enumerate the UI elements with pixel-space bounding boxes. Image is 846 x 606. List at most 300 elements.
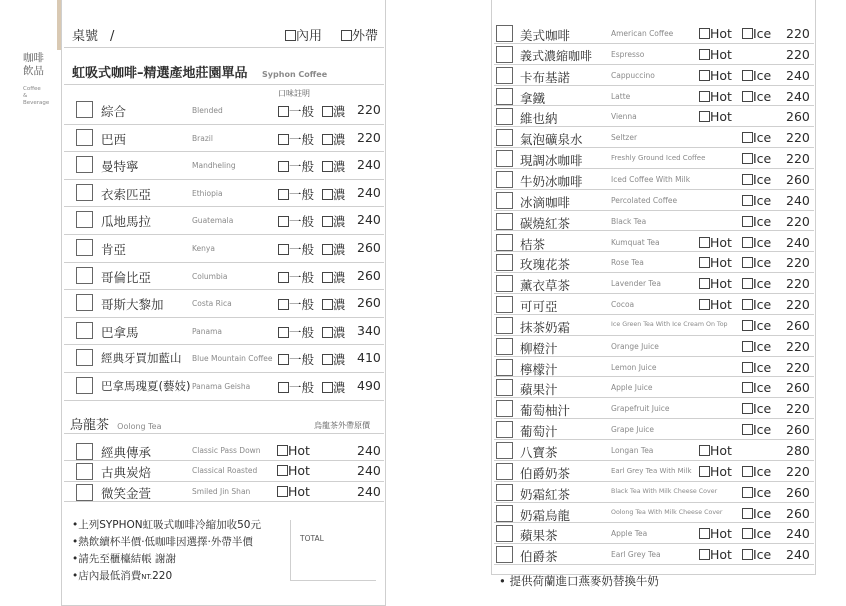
drink-item-checkbox[interactable] [496,25,513,42]
drink-item-en: Latte [611,91,631,101]
drink-hot-label: Hot [710,234,732,250]
drink-ice-checkbox[interactable] [742,257,753,268]
syphon-normal-checkbox-option[interactable] [278,212,314,230]
notes-block [72,517,261,586]
side-category-en [23,86,49,107]
drink-item-checkbox[interactable] [496,67,513,84]
oolong-item-price: 240 [357,483,381,499]
drink-item-name: 奶霜紅茶 [520,486,571,502]
syphon-item-name: 曼特寧 [101,159,139,175]
drink-item-price: 260 [786,484,810,500]
drink-item-price: 220 [786,297,810,313]
oolong-item-price: 240 [357,463,381,479]
drink-ice-checkbox[interactable] [742,508,753,519]
syphon-normal-checkbox[interactable] [278,161,289,172]
syphon-item-checkbox[interactable] [76,322,93,339]
syphon-strong-checkbox[interactable] [322,134,333,145]
drink-item-price: 220 [786,130,810,146]
syphon-strong-checkbox-option[interactable] [322,323,346,341]
syphon-strong-checkbox[interactable] [322,106,333,117]
drink-item-price: 280 [786,443,810,458]
oolong-item-checkbox[interactable] [76,443,93,460]
drink-ice-checkbox[interactable] [742,28,753,39]
syphon-item-en: Panama Geisha [192,382,251,391]
syphon-title-divider [64,84,384,85]
syphon-item-checkbox[interactable] [76,211,93,228]
drink-item-en: American Coffee [611,29,674,38]
drink-item-en: Freshly Ground Iced Coffee [611,154,706,163]
drink-item-en: Orange Juice [611,341,659,351]
side-category-en-line: Coffee [23,86,41,92]
drink-item-name: 冰滴咖啡 [520,194,571,210]
drink-hot-checkbox[interactable] [699,257,710,268]
side-category-en-line: Beverage [23,100,50,106]
drink-item-checkbox[interactable] [496,338,513,355]
syphon-strong-checkbox[interactable] [322,216,333,227]
syphon-strong-checkbox-option[interactable] [322,212,346,230]
syphon-item-checkbox[interactable] [76,349,93,366]
drink-ice-checkbox-option[interactable] [742,422,771,437]
drink-item-en: Oolong Tea With Milk Cheese Cover [611,508,723,516]
syphon-item-price: 340 [357,322,381,338]
side-category-en-line: & [23,93,28,99]
note-line [72,568,261,586]
drink-item-name: 抹茶奶霜 [520,319,571,335]
syphon-strong-checkbox-option[interactable] [322,102,346,120]
syphon-item-price: 240 [357,212,381,228]
drink-item-price: 260 [786,317,810,333]
syphon-item-en: Kenya [192,244,215,253]
drink-hot-checkbox[interactable] [699,237,710,248]
drink-ice-checkbox-option[interactable] [742,464,771,479]
drink-item-checkbox[interactable] [496,46,513,63]
drink-item-en: Ice Green Tea With Ice Cream On Top [611,320,728,328]
drink-hot-checkbox[interactable] [699,549,710,560]
drink-hot-checkbox[interactable] [699,91,710,102]
drink-hot-checkbox[interactable] [699,49,710,60]
drink-hot-checkbox[interactable] [699,278,710,289]
note-min-spend: •店內最低消費 [72,570,142,582]
syphon-strong-checkbox[interactable] [322,244,333,255]
syphon-strong-checkbox-option[interactable] [322,240,346,258]
drink-ice-checkbox[interactable] [742,424,753,435]
drink-hot-label: Hot [710,276,732,292]
oolong-hot-checkbox-option[interactable] [277,443,310,458]
drink-item-en: Black Tea With Milk Cheese Cover [611,487,718,495]
drink-hot-checkbox-option[interactable] [699,526,732,541]
oolong-title-en: Oolong Tea [117,422,162,431]
syphon-strong-checkbox-option[interactable] [322,157,346,175]
syphon-item-checkbox[interactable] [76,156,93,173]
drink-item-checkbox[interactable] [496,442,513,459]
drink-item-name: 桔茶 [520,236,546,252]
drink-hot-label: Hot [710,297,732,313]
drink-ice-label: Ice [753,276,772,292]
drink-item-price: 220 [786,359,810,375]
drink-ice-checkbox-option[interactable] [742,89,771,104]
drink-item-checkbox[interactable] [496,379,513,396]
drink-item-checkbox[interactable] [496,505,513,522]
syphon-item-name: 巴西 [101,131,127,147]
drink-ice-checkbox[interactable] [742,195,753,206]
drink-hot-checkbox[interactable] [699,111,710,122]
drink-item-checkbox[interactable] [496,400,513,417]
syphon-normal-label: 一般 [289,242,315,257]
drink-ice-checkbox-option[interactable] [742,130,771,145]
drink-hot-checkbox[interactable] [699,466,710,477]
table-number-label: 桌號 [72,29,99,44]
drink-item-name: 薰衣草茶 [520,278,571,294]
syphon-normal-checkbox[interactable] [278,244,289,255]
syphon-strong-checkbox[interactable] [322,272,333,283]
syphon-item-name: 巴拿馬 [101,324,139,340]
drink-ice-checkbox-option[interactable] [742,255,771,270]
drink-item-checkbox[interactable] [496,254,513,271]
drink-item-en: Earl Grey Tea [611,550,661,560]
syphon-strong-checkbox-option[interactable] [322,378,346,396]
drink-ice-checkbox-option[interactable] [742,172,771,187]
dine-in-option[interactable] [285,25,322,44]
syphon-strong-label: 濃 [333,214,346,230]
syphon-item-checkbox[interactable] [76,377,93,394]
syphon-section-title [72,62,327,81]
syphon-item-price: 240 [357,184,381,200]
drink-ice-checkbox[interactable] [742,216,753,227]
drink-item-name: 美式咖啡 [520,28,571,43]
drink-ice-label: Ice [753,67,772,83]
drink-item-price: 240 [786,547,810,563]
drink-item-price: 220 [786,213,810,229]
drink-hot-checkbox-option[interactable] [699,464,732,479]
syphon-strong-label: 濃 [333,104,346,119]
takeout-option[interactable] [341,25,378,44]
syphon-item-en: Ethiopia [192,188,223,198]
drink-ice-checkbox[interactable] [742,278,753,289]
drink-hot-label: Hot [710,109,732,125]
drink-item-en: Seltzer [611,133,638,143]
drink-ice-label: Ice [753,151,772,167]
drink-hot-checkbox[interactable] [699,299,710,310]
syphon-strong-checkbox-option[interactable] [322,185,346,203]
drink-ice-checkbox[interactable] [742,91,753,102]
drink-ice-checkbox-option[interactable] [742,151,771,166]
drink-hot-checkbox-option[interactable] [699,235,732,250]
drink-item-price: 260 [786,380,810,396]
syphon-item-checkbox[interactable] [76,239,93,256]
drink-ice-checkbox-option[interactable] [742,318,771,333]
syphon-strong-label: 濃 [333,380,346,395]
syphon-strong-checkbox[interactable] [322,189,333,200]
table-number-slash: / [110,29,115,44]
syphon-strong-checkbox-option[interactable] [322,130,346,148]
takeout-checkbox[interactable] [341,30,352,41]
oolong-title-zh: 烏龍茶 [70,418,110,433]
syphon-normal-checkbox-option[interactable] [278,102,314,120]
dine-in-checkbox[interactable] [285,30,296,41]
syphon-strong-checkbox[interactable] [322,354,333,365]
syphon-normal-checkbox[interactable] [278,106,289,117]
drink-item-checkbox[interactable] [496,234,513,251]
drink-ice-checkbox-option[interactable] [742,297,771,312]
drink-item-checkbox[interactable] [496,525,513,542]
syphon-normal-checkbox[interactable] [278,216,289,227]
drink-item-price: 240 [786,234,810,250]
oolong-item-name: 古典炭焙 [101,465,152,481]
drink-item-en: Apple Juice [611,383,653,393]
drink-ice-label: Ice [753,192,772,208]
oolong-hot-checkbox-option[interactable] [277,484,310,499]
drink-hot-label: Hot [710,463,732,479]
drink-ice-checkbox[interactable] [742,362,753,373]
syphon-strong-checkbox[interactable] [322,161,333,172]
syphon-strong-label: 濃 [333,324,346,340]
drink-hot-checkbox-option[interactable] [699,26,732,41]
syphon-normal-label: 一般 [289,297,315,313]
syphon-normal-label: 一般 [289,324,315,340]
drink-ice-checkbox[interactable] [742,466,753,477]
drink-item-price: 240 [786,67,810,83]
drink-ice-checkbox[interactable] [742,487,753,498]
syphon-strong-label: 濃 [333,352,346,368]
drink-item-checkbox[interactable] [496,484,513,501]
syphon-item-price: 410 [357,350,381,366]
syphon-item-price: 220 [357,102,381,117]
syphon-strong-checkbox[interactable] [322,299,333,310]
drink-item-checkbox[interactable] [496,546,513,563]
oolong-item-checkbox[interactable] [76,484,93,501]
drink-hot-checkbox-option[interactable] [699,443,732,458]
drink-ice-checkbox[interactable] [742,153,753,164]
syphon-normal-checkbox[interactable] [278,382,289,393]
syphon-strong-checkbox-option[interactable] [322,268,346,286]
drink-item-checkbox[interactable] [496,129,513,146]
note-line: •上列SYPHON虹吸式咖啡冷縮加收50元 [72,519,261,531]
syphon-normal-checkbox[interactable] [278,189,289,200]
drink-ice-checkbox[interactable] [742,341,753,352]
drink-item-checkbox[interactable] [496,88,513,105]
syphon-item-checkbox[interactable] [76,184,93,201]
drink-ice-checkbox-option[interactable] [742,235,771,250]
syphon-normal-checkbox-option[interactable] [278,240,314,258]
drink-item-checkbox[interactable] [496,317,513,334]
syphon-normal-checkbox-option[interactable] [278,295,314,313]
drink-ice-label: Ice [753,317,772,333]
drink-item-price: 240 [786,192,810,208]
syphon-strong-checkbox[interactable] [322,327,333,338]
oolong-hot-checkbox[interactable] [277,445,288,456]
drink-ice-checkbox[interactable] [742,237,753,248]
drink-ice-checkbox-option[interactable] [742,526,771,541]
syphon-normal-label: 一般 [289,159,315,175]
drink-ice-checkbox-option[interactable] [742,26,771,41]
syphon-normal-checkbox[interactable] [278,299,289,310]
drink-hot-label: Hot [710,88,732,104]
drink-ice-checkbox-option[interactable] [742,401,771,416]
side-category-zh [23,52,44,78]
drink-ice-checkbox-option[interactable] [742,339,771,354]
oolong-section-title [70,414,162,433]
drink-item-checkbox[interactable] [496,463,513,480]
drink-item-name: 蘋果茶 [520,528,558,544]
drink-item-price: 220 [786,46,810,62]
drink-ice-checkbox[interactable] [742,174,753,185]
syphon-normal-checkbox-option[interactable] [278,185,314,203]
drink-hot-checkbox-option[interactable] [699,255,732,270]
total-label: TOTAL [300,534,324,543]
drink-item-name: 可可亞 [520,299,558,315]
drink-ice-checkbox-option[interactable] [742,506,771,521]
drink-item-en: Longan Tea [611,446,654,455]
drink-item-price: 220 [786,255,810,271]
drink-ice-checkbox-option[interactable] [742,68,771,83]
syphon-item-price: 240 [357,157,381,173]
drink-ice-checkbox[interactable] [742,132,753,143]
oolong-hot-label: Hot [288,443,310,458]
syphon-item-checkbox[interactable] [76,101,93,118]
drink-ice-checkbox-option[interactable] [742,547,771,562]
syphon-normal-checkbox-option[interactable] [278,350,314,368]
drink-ice-checkbox[interactable] [742,403,753,414]
drink-hot-checkbox-option[interactable] [699,89,732,104]
drink-item-en: Iced Coffee With Milk [611,174,691,184]
drink-item-checkbox[interactable] [496,275,513,292]
syphon-item-name: 肯亞 [101,242,127,257]
drink-hot-checkbox-option[interactable] [699,109,732,124]
drink-ice-checkbox-option[interactable] [742,276,771,291]
drink-hot-checkbox-option[interactable] [699,276,732,291]
syphon-item-name: 巴拿馬瑰夏(藝妓) [101,379,191,393]
drink-item-en: Grape Juice [611,425,655,435]
min-spend-value: 220 [152,570,173,582]
drink-item-checkbox[interactable] [496,359,513,376]
drink-item-checkbox[interactable] [496,421,513,438]
drink-ice-checkbox-option[interactable] [742,193,771,208]
drink-ice-checkbox-option[interactable] [742,380,771,395]
syphon-strong-label: 濃 [333,269,346,285]
drink-ice-checkbox[interactable] [742,320,753,331]
drink-item-name: 柳橙汁 [520,340,558,356]
drink-ice-checkbox[interactable] [742,528,753,539]
drink-item-en: Rose Tea [611,258,644,268]
syphon-item-name: 經典牙買加藍山 [101,351,182,366]
drink-ice-label: Ice [753,26,772,41]
syphon-item-name: 衣索匹亞 [101,186,152,202]
drink-item-price: 260 [786,505,810,521]
drink-ice-label: Ice [753,422,772,438]
drink-item-name: 氣泡礦泉水 [520,132,583,148]
oolong-hot-checkbox[interactable] [277,465,288,476]
drink-item-name: 維也納 [520,111,558,127]
syphon-item-en: Guatemala [192,216,234,226]
drink-item-price: 240 [786,526,810,542]
drink-item-name: 卡布基諾 [520,69,571,85]
oolong-hot-checkbox[interactable] [277,486,288,497]
drink-hot-label: Hot [710,255,732,271]
drink-item-en: Espresso [611,49,645,59]
syphon-item-checkbox[interactable] [76,129,93,146]
drink-item-name: 現調冰咖啡 [520,153,583,169]
drink-ice-checkbox[interactable] [742,382,753,393]
drink-ice-checkbox-option[interactable] [742,214,771,229]
drink-ice-label: Ice [753,359,772,375]
drink-ice-checkbox-option[interactable] [742,485,771,500]
syphon-normal-checkbox-option[interactable] [278,378,314,396]
drink-ice-label: Ice [753,484,772,500]
syphon-normal-checkbox-option[interactable] [278,157,314,175]
side-category-zh-line: 咖啡 [23,52,44,64]
drink-item-name: 葡萄柚汁 [520,403,571,419]
syphon-item-name: 綜合 [101,104,127,119]
syphon-normal-label: 一般 [289,131,315,147]
oolong-item-name: 微笑金萱 [101,485,152,501]
drink-item-checkbox[interactable] [496,171,513,188]
drink-ice-checkbox[interactable] [742,299,753,310]
syphon-normal-checkbox[interactable] [278,327,289,338]
drink-hot-checkbox[interactable] [699,28,710,39]
drink-hot-checkbox-option[interactable] [699,297,732,312]
table-number-field[interactable] [72,25,114,44]
syphon-item-checkbox[interactable] [76,267,93,284]
drink-hot-checkbox-option[interactable] [699,47,732,62]
oolong-divider [64,433,384,434]
drink-hot-label: Hot [710,526,732,542]
drink-item-checkbox[interactable] [496,150,513,167]
drink-item-name: 牛奶冰咖啡 [520,173,583,189]
syphon-item-checkbox[interactable] [76,294,93,311]
syphon-normal-checkbox-option[interactable] [278,323,314,341]
drink-ice-checkbox[interactable] [742,549,753,560]
drink-item-checkbox[interactable] [496,213,513,230]
drink-item-checkbox[interactable] [496,192,513,209]
syphon-normal-checkbox-option[interactable] [278,268,314,286]
drink-hot-checkbox[interactable] [699,528,710,539]
drink-ice-checkbox-option[interactable] [742,360,771,375]
note-line: •請先至櫃檯結帳 謝謝 [72,553,177,565]
oolong-item-checkbox[interactable] [76,463,93,480]
drink-hot-checkbox-option[interactable] [699,68,732,83]
oolong-hot-checkbox-option[interactable] [277,463,310,478]
takeout-label: 外帶 [352,29,379,44]
drink-hot-checkbox-option[interactable] [699,547,732,562]
syphon-normal-label: 一般 [289,380,315,395]
oolong-item-name: 經典傳承 [101,445,152,460]
syphon-strong-checkbox-option[interactable] [322,350,346,368]
dine-in-label: 內用 [296,29,323,44]
drink-hot-label: Hot [710,67,732,83]
syphon-normal-checkbox[interactable] [278,354,289,365]
drink-item-en: Kumquat Tea [611,237,660,247]
oolong-item-price: 240 [357,443,381,458]
syphon-normal-checkbox-option[interactable] [278,130,314,148]
drink-hot-label: Hot [710,46,732,62]
drink-item-name: 蘋果汁 [520,382,558,398]
drink-item-checkbox[interactable] [496,296,513,313]
syphon-normal-checkbox[interactable] [278,134,289,145]
drink-item-checkbox[interactable] [496,108,513,125]
taste-header: 口味註明 [278,89,310,98]
drink-hot-checkbox[interactable] [699,70,710,81]
syphon-normal-checkbox[interactable] [278,272,289,283]
drink-item-en: Grapefruit Juice [611,404,670,414]
syphon-strong-checkbox-option[interactable] [322,295,346,313]
drink-ice-checkbox[interactable] [742,70,753,81]
oolong-hot-label: Hot [288,483,310,499]
syphon-strong-checkbox[interactable] [322,382,333,393]
drink-item-en: Black Tea [611,216,647,226]
total-box[interactable] [290,520,376,581]
drink-hot-checkbox[interactable] [699,445,710,456]
drink-item-name: 奶霜烏龍 [520,507,571,523]
